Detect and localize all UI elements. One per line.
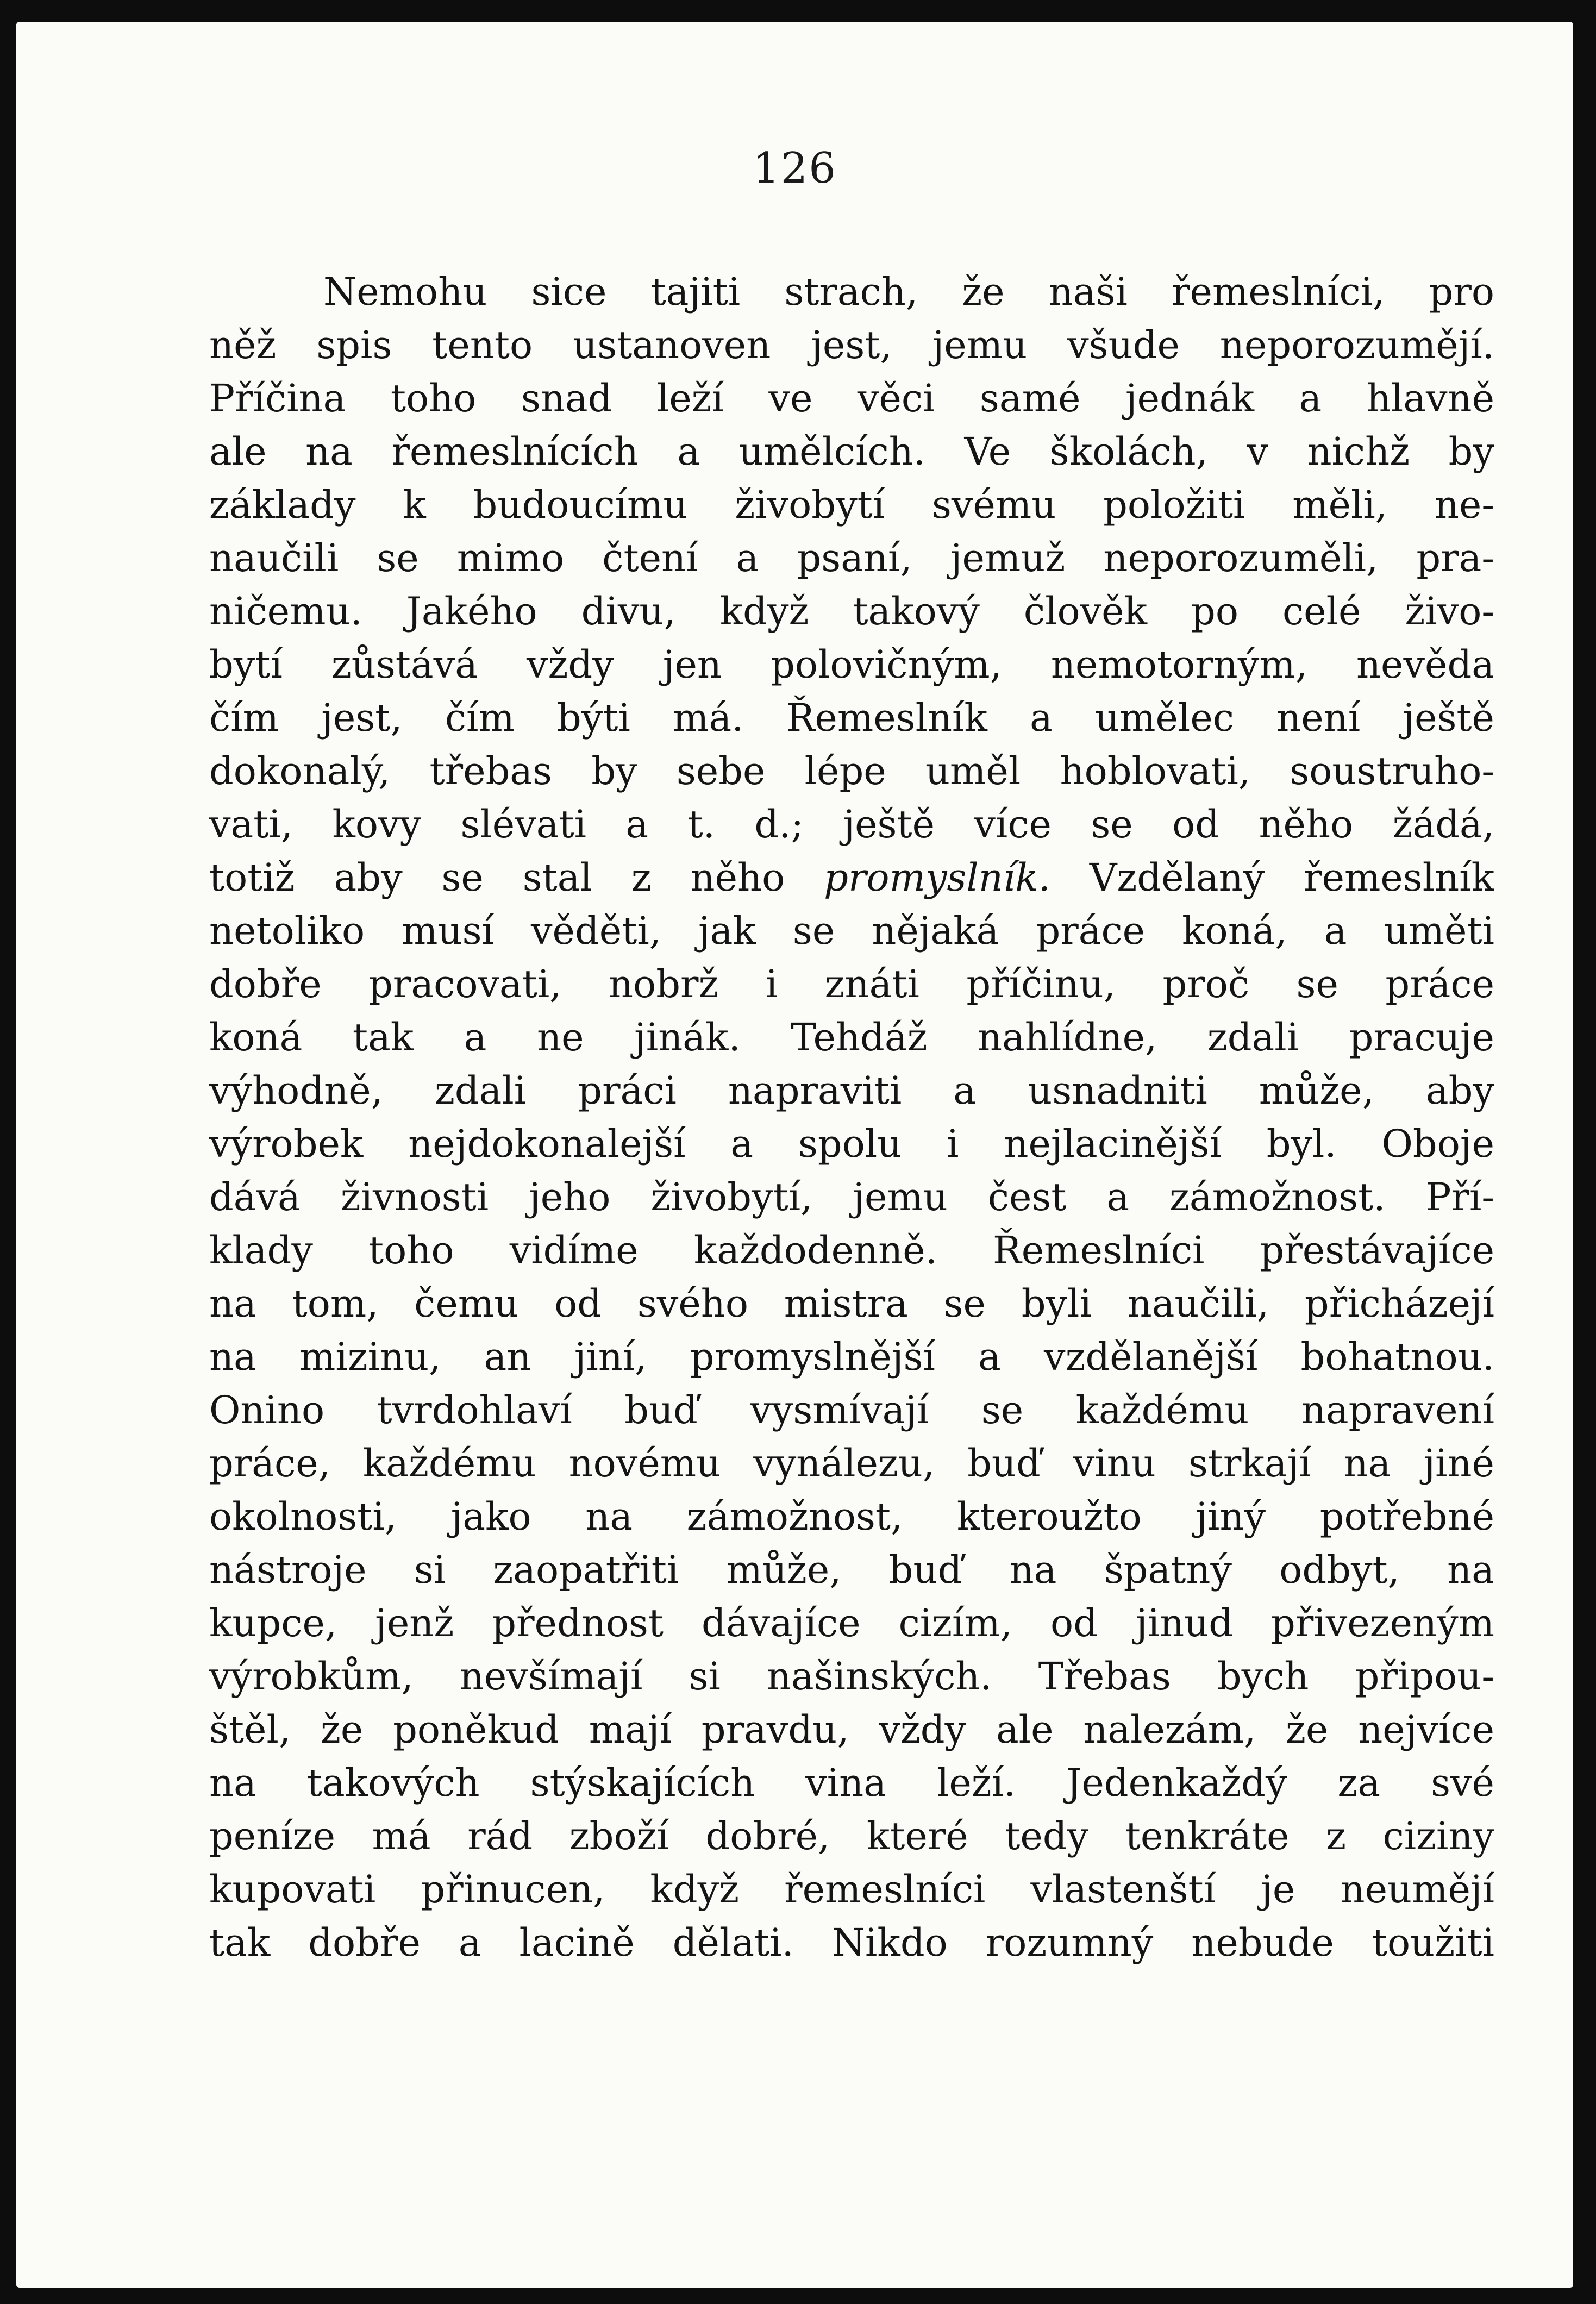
text-line: Příčina toho snad leží ve věci samé jednák a hlavně — [209, 376, 1494, 421]
text-line: kupovati přinucen, když řemeslníci vlastenští je neumějí — [209, 1867, 1494, 1912]
text-line: základy k budoucímu živobytí svému položiti měli, ne- — [209, 483, 1494, 527]
text-line: na mizinu, an jiní, promyslnější a vzdělanější bohatnou. — [209, 1335, 1494, 1379]
text-segment: totiž aby se stal z něho — [209, 855, 824, 900]
text-line: okolnosti, jako na zámožnost, kteroužto jiný potřebné — [209, 1494, 1494, 1539]
text-line-with-italic — [209, 851, 1494, 904]
text-line: vati, kovy slévati a t. d.; ještě více se od něho žádá, — [209, 802, 1494, 847]
text-line: výrobkům, nevšímají si našinských. Třebas bych připou- — [209, 1654, 1494, 1699]
text-line: naučili se mimo čtení a psaní, jemuž neporozuměli, pra- — [209, 536, 1494, 580]
italic-term: promyslník. — [824, 855, 1050, 900]
text-line: koná tak a ne jinák. Tehdáž nahlídne, zdali pracuje — [209, 1015, 1494, 1060]
text-line: výhodně, zdali práci napraviti a usnadniti může, aby — [209, 1068, 1494, 1113]
text-line: čím jest, čím býti má. Řemeslník a umělec není ještě — [209, 696, 1494, 740]
text-line: Onino tvrdohlaví buď vysmívají se každému napravení — [209, 1388, 1494, 1432]
text-line: dokonalý, třebas by sebe lépe uměl hoblovati, soustruho- — [209, 749, 1494, 793]
text-line: dává živnosti jeho živobytí, jemu čest a zámožnost. Pří- — [209, 1175, 1494, 1219]
text-line: bytí zůstává vždy jen polovičným, nemotorným, nevěda — [209, 642, 1494, 687]
text-line: ničemu. Jakého divu, když takový člověk po celé živo- — [209, 589, 1494, 634]
text-line: výrobek nejdokonalejší a spolu i nejlacinější byl. Oboje — [209, 1122, 1494, 1166]
text-line: něž spis tento ustanoven jest, jemu všude neporozumějí. — [209, 323, 1494, 367]
book-page — [16, 22, 1573, 2288]
text-line: na takových stýskajících vina leží. Jedenkaždý za své — [209, 1761, 1494, 1805]
text-line: štěl, že poněkud mají pravdu, vždy ale nalezám, že nejvíce — [209, 1707, 1494, 1752]
text-line: klady toho vidíme každodenně. Řemeslníci přestávajíce — [209, 1228, 1494, 1273]
text-line: práce, každému novému vynálezu, buď vinu strkají na jiné — [209, 1441, 1494, 1486]
body-text — [209, 265, 1494, 1969]
text-line: kupce, jenž přednost dávajíce cizím, od jinud přivezeným — [209, 1601, 1494, 1645]
text-line: peníze má rád zboží dobré, které tedy tenkráte z ciziny — [209, 1814, 1494, 1858]
text-line: ale na řemeslnících a umělcích. Ve školách, v nichž by — [209, 429, 1494, 474]
text-line: Nemohu sice tajiti strach, že naši řemeslníci, pro — [323, 270, 1494, 314]
page-number: 126 — [753, 144, 837, 193]
text-line: netoliko musí věděti, jak se nějaká práce koná, a uměti — [209, 909, 1494, 953]
text-line: dobře pracovati, nobrž i znáti příčinu, proč se práce — [209, 962, 1494, 1006]
text-line: na tom, čemu od svého mistra se byli naučili, přicházejí — [209, 1281, 1494, 1326]
text-line: tak dobře a lacině dělati. Nikdo rozumný nebude toužiti — [209, 1920, 1494, 1965]
text-line: nástroje si zaopatřiti může, buď na špatný odbyt, na — [209, 1548, 1494, 1592]
text-segment: Vzdělaný řemeslník — [1050, 855, 1494, 900]
